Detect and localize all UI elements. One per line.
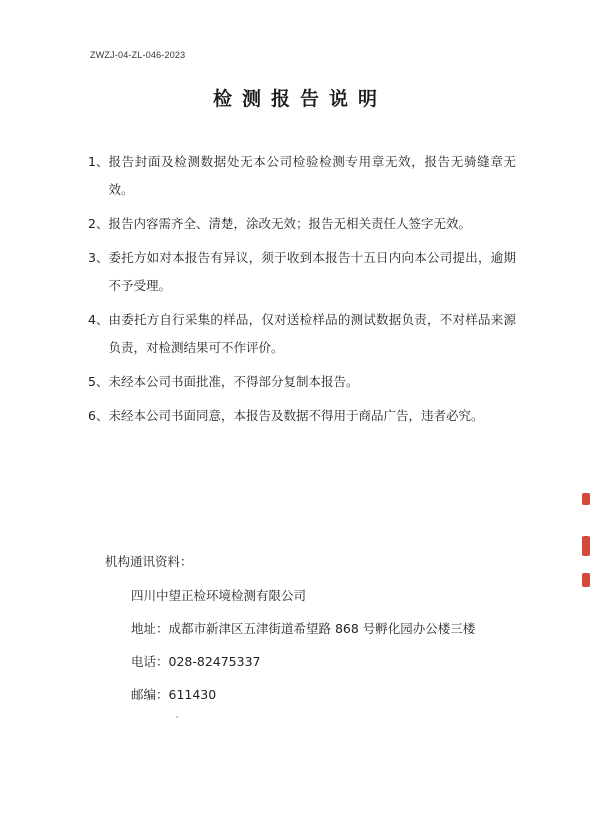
item-number: 6、 (88, 408, 109, 423)
list-item (88, 244, 516, 300)
item-text: 由委托方自行采集的样品，仅对送检样品的测试数据负责，不对样品来源负责，对检测结果可不作评价。 (108, 312, 516, 355)
list-item (88, 402, 516, 430)
address-line: 地址：成都市新津区五津街道希望路 868 号孵化园办公楼三楼 (131, 621, 476, 636)
seal-stamp-edge (582, 536, 590, 556)
item-text: 未经本公司书面同意，本报告及数据不得用于商品广告，违者必究。 (108, 408, 484, 423)
phone-line: 电话：028-82475337 (131, 654, 261, 669)
document-code: ZWZJ-04-ZL-046-2023 (90, 50, 186, 60)
seal-stamp-edge (582, 493, 590, 505)
scan-speck (176, 716, 178, 718)
company-name: 四川中望正检环境检测有限公司 (131, 588, 307, 603)
item-number: 5、 (88, 374, 109, 389)
item-number: 3、 (88, 250, 109, 265)
list-item (88, 148, 516, 204)
notes-list (88, 148, 516, 436)
contact-info (105, 552, 476, 702)
contact-heading: 机构通讯资料： (105, 554, 193, 569)
item-text: 委托方如对本报告有异议，须于收到本报告十五日内向本公司提出，逾期不予受理。 (108, 250, 516, 293)
seal-stamp-edge (582, 573, 590, 587)
item-number: 4、 (88, 312, 109, 327)
item-text: 未经本公司书面批准，不得部分复制本报告。 (108, 374, 359, 389)
item-number: 2、 (88, 216, 109, 231)
list-item (88, 210, 516, 238)
page-title: 检测报告说明 (212, 88, 387, 110)
item-number: 1、 (88, 154, 109, 169)
item-text: 报告内容需齐全、清楚，涂改无效；报告无相关责任人签字无效。 (108, 216, 471, 231)
item-text: 报告封面及检测数据处无本公司检验检测专用章无效，报告无骑缝章无效。 (108, 154, 516, 197)
postcode-line: 邮编：611430 (131, 687, 217, 702)
list-item (88, 368, 516, 396)
list-item (88, 306, 516, 362)
